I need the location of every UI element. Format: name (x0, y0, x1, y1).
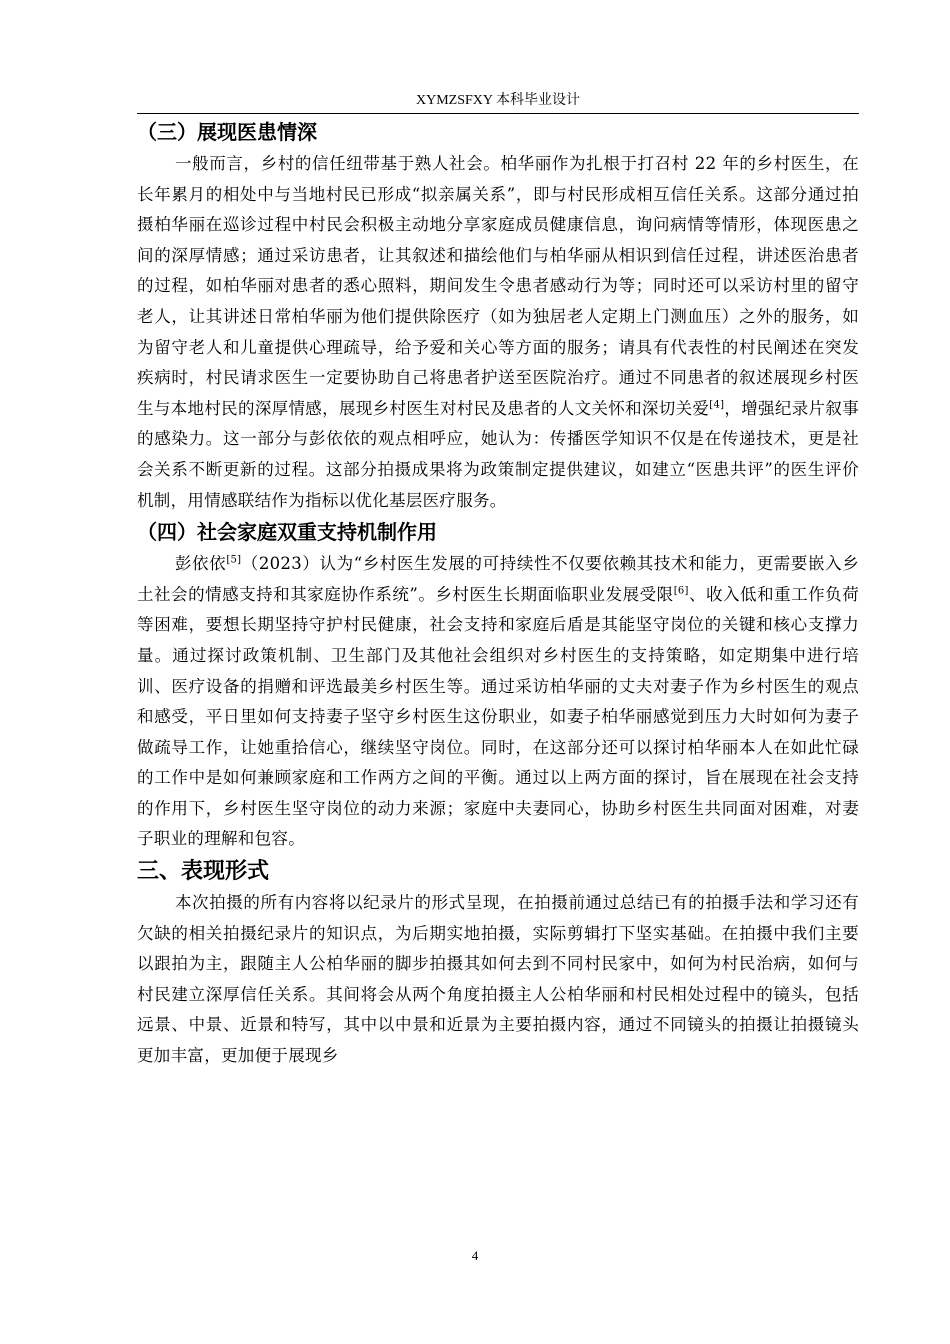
citation-ref: [5] (226, 554, 242, 566)
paragraph-presentation-form: 本次拍摄的所有内容将以纪录片的形式呈现，在拍摄前通过总结已有的拍摄手法和学习还有欠缺的相关拍摄纪录片的知识点，为后期实地拍摄，实际剪辑打下坚实基础。在拍摄中我们主要以跟拍为主，跟随主人公柏华丽的脚步拍摄其如何去到不同村民家中，如何为村民治病，如何与村民建立深厚信任关系。其间将会从两个角度拍摄主人公柏华丽和村民相处过程中的镜头，包括远景、中景、近景和特写，其中以中景和近景为主要拍摄内容，通过不同镜头的拍摄让拍摄镜头更加丰富，更加便于展现乡 (137, 893, 859, 1066)
document-body (137, 116, 859, 1072)
paragraph-text: 彭依依 (174, 554, 227, 574)
citation-ref: [4] (709, 399, 725, 411)
page-header (137, 91, 859, 114)
section-heading-4: （四）社会家庭双重支持机制作用 (137, 520, 437, 545)
paragraph-doctor-patient (137, 149, 859, 516)
paragraph-text: （2023）认为“乡村医生发展的可持续性不仅要依赖其技术和能力，更需要嵌入乡土社会的情感支持和其家庭协作系统”。乡村医生长期面临职业发展受限 (137, 554, 859, 604)
paragraph-text: 一般而言，乡村的信任纽带基于熟人社会。柏华丽作为扎根于打召村 22 年的乡村医生，在长年累月的相处中与当地村民已形成“拟亲属关系”，即与村民形成相互信任关系。这部分通过拍摄柏华丽在巡诊过程中村民会积极主动地分享家庭成员健康信息，询问病情等情形，体现医患之间的深厚情感；通过采访患者，让其叙述和描绘他们与柏华丽从相识到信任过程，讲述医治患者的过程，如柏华丽对患者的悉心照料，期间发生令患者感动行为等；同时还可以采访村里的留守老人，让其讲述日常柏华丽为他们提供除医疗（如为独居老人定期上门测血压）之外的服务，如为留守老人和儿童提供心理疏导，给予爱和关心等方面的服务；请具有代表性的村民阐述在突发疾病时，村民请求医生一定要协助自己将患者护送至医院治疗。通过不同患者的叙述展现乡村医生与本地村民的深厚情感，展现乡村医生对村民及患者的人文关怀和深切关爱 (137, 154, 859, 418)
header-title: XYMZSFXY 本科毕业设计 (416, 93, 580, 108)
page-number: 4 (471, 1248, 479, 1263)
citation-ref: [6] (673, 585, 689, 597)
paragraph-text: 、收入低和重工作负荷等困难，要想长期坚持守护村民健康，社会支持和家庭后盾是其能坚守岗位的关键和核心支撑力量。通过探讨政策机制、卫生部门及其他社会组织对乡村医生的支持策略，如定期集中进行培训、医疗设备的捐赠和评选最美乡村医生等。通过采访柏华丽的丈夫对妻子作为乡村医生的观点和感受，平日里如何支持妻子坚守乡村医生这份职业，如妻子柏华丽感觉到压力大时如何为妻子做疏导工作，让她重拾信心，继续坚守岗位。同时，在这部分还可以探讨柏华丽本人在如此忙碌的工作中是如何兼顾家庭和工作两方之间的平衡。通过以上两方面的探讨，旨在展现在社会支持的作用下，乡村医生坚守岗位的动力来源；家庭中夫妻同心，协助乡村医生共同面对困难，对妻子职业的理解和包容。 (137, 584, 859, 849)
section-heading-3: （三）展现医患情深 (137, 120, 317, 144)
paragraph-text: ，增强纪录片叙事的感染力。这一部分与彭依依的观点相呼应，她认为：传播医学知识不仅是在传递技术，更是社会关系不断更新的过程。这部分拍摄成果将为政策制定提供建议，如建立“医患共评”的医生评价机制，用情感联结作为指标以优化基层医疗服务。 (137, 398, 859, 510)
paragraph-support-mechanism (137, 549, 859, 855)
chapter-heading-presentation: 三、表现形式 (137, 859, 270, 885)
